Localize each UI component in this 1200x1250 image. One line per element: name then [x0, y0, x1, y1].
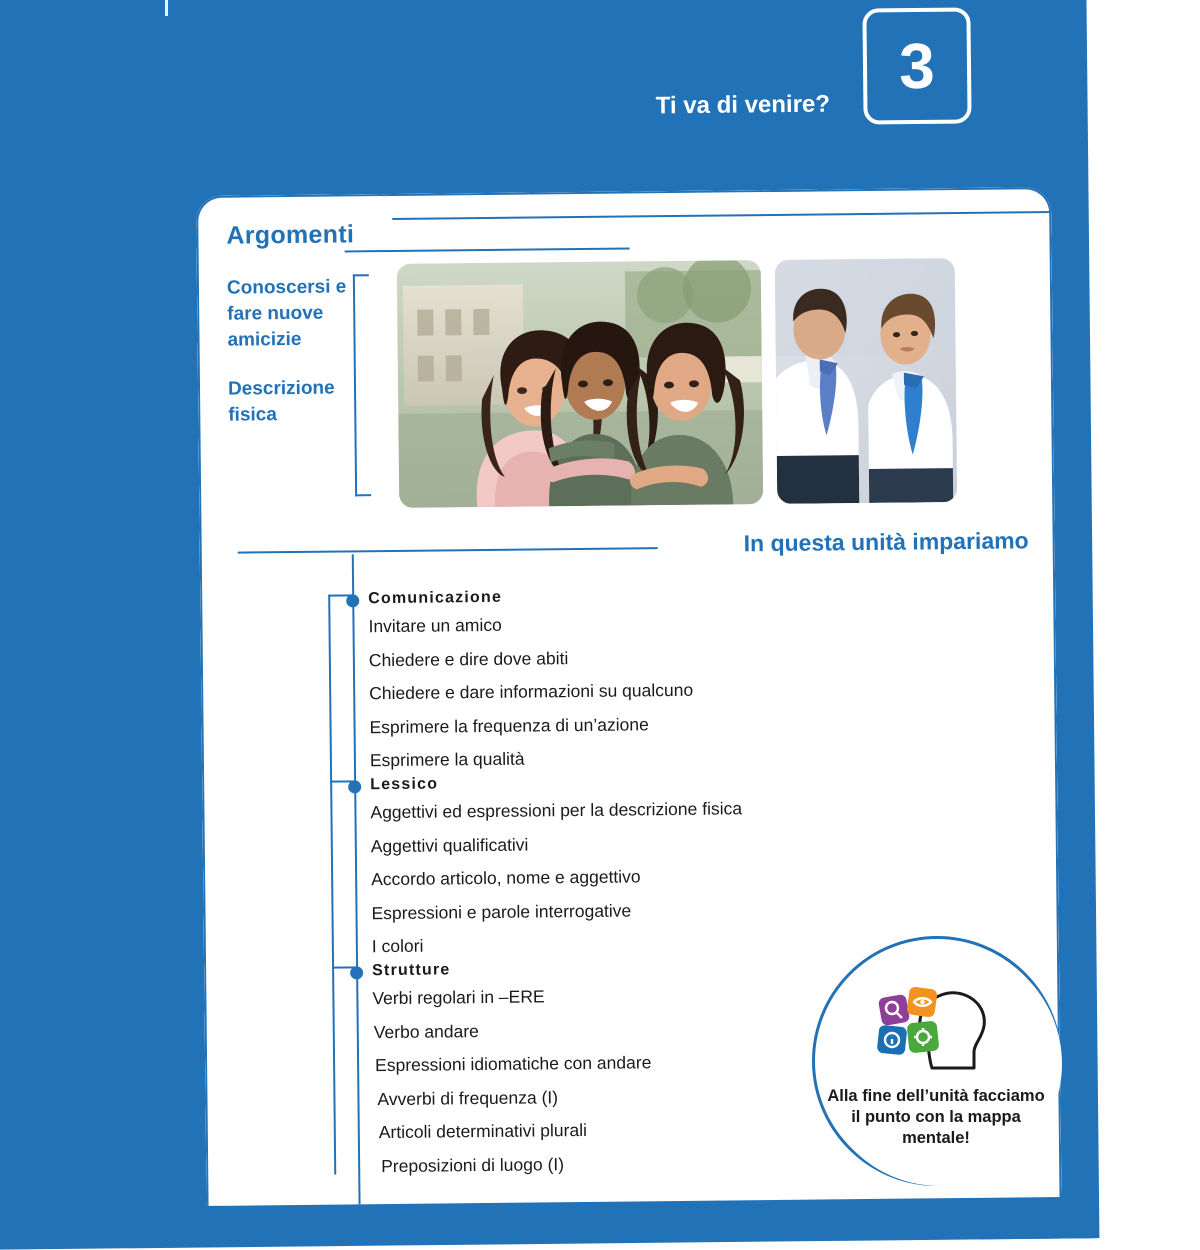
divider-section [238, 547, 658, 553]
three-women-hugging-photo [397, 260, 764, 508]
list-item: Aggettivi qualificativi [370, 834, 529, 856]
argomenti-connector-cap-bottom [355, 494, 371, 496]
list-item: Invitare un amico [368, 614, 502, 637]
divider-argomenti-under [345, 247, 630, 252]
list-item: Espressioni e parole interrogative [371, 899, 632, 923]
list-item: Aggettivi ed espressioni per la descrizione fisica [370, 798, 743, 823]
argomenti-list [227, 274, 359, 450]
list-item: Chiedere e dire dove abiti [368, 647, 569, 670]
mind-map-head-icon [870, 972, 1000, 1072]
learning-group-comunicazione [368, 587, 694, 786]
argomenti-heading: Argomenti [226, 220, 355, 250]
list-item: Avverbi di frequenza (I) [377, 1086, 559, 1109]
list-item: Verbi regolari in –ERE [372, 986, 545, 1009]
bullet-dot-icon [350, 966, 363, 979]
page-spine-mark [165, 0, 168, 16]
list-item: Espressioni idiomatiche con andare [375, 1052, 652, 1076]
divider-argomenti-top [392, 211, 1052, 220]
group-heading: Lessico [370, 775, 439, 794]
list-item: Verbo andare [373, 1020, 479, 1042]
mindmap-callout [812, 936, 1072, 1200]
list-item: Chiedere e dare informazioni su qualcuno [369, 679, 694, 704]
list-item: Preposizioni di luogo (I) [381, 1153, 565, 1176]
list-item: Esprimere la qualità [369, 748, 525, 771]
list-item: Esprimere la frequenza di un’azione [369, 713, 649, 737]
two-men-shirts-ties-photo [775, 258, 958, 504]
argomenti-item: Conoscersi e fare nuove amicizie [226, 276, 347, 352]
list-item: Accordo articolo, nome e aggettivo [371, 866, 641, 890]
unit-number-badge [862, 7, 971, 124]
unit-number: 3 [898, 29, 936, 103]
page-title: Ti va di venire? [655, 90, 831, 120]
section-heading: In questa unità impariamo [743, 527, 1029, 557]
bullet-dot-icon [346, 594, 359, 607]
learning-connector-line [352, 554, 361, 1204]
learning-group-strutture [372, 959, 653, 1191]
list-item: I colori [371, 935, 424, 957]
group-heading: Strutture [372, 961, 451, 980]
group-list [372, 987, 652, 1175]
argomenti-item: Descrizione fisica [227, 377, 335, 426]
learning-connector-stub [328, 595, 336, 1175]
group-heading: Comunicazione [368, 588, 503, 608]
group-list [370, 800, 743, 955]
learning-group-lessico [370, 772, 744, 971]
bullet-dot-icon [348, 780, 361, 793]
callout-text: Alla fine dell’unità facciamo il punto con la mappa mentale! [827, 1087, 1045, 1148]
list-item: Articoli determinativi plurali [378, 1119, 588, 1143]
group-list [368, 615, 694, 770]
